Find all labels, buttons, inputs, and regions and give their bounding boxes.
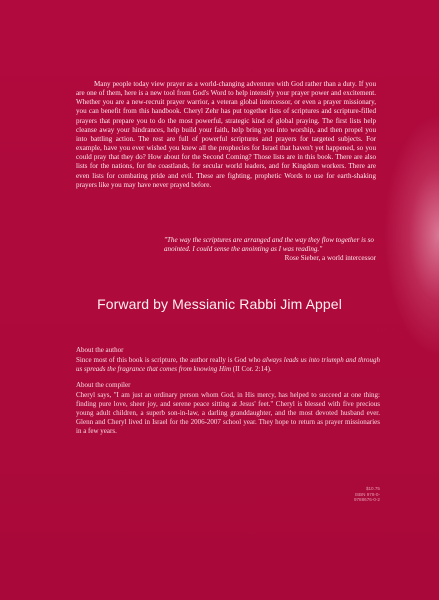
price-isbn-block — [336, 486, 380, 503]
about-author-intro: Since most of this book is scripture, the author really is God who — [76, 356, 263, 364]
isbn-label: ISBN 978-0-9788676-0-2 — [353, 491, 380, 503]
about-author-text — [76, 356, 380, 374]
about-compiler-section — [76, 381, 380, 436]
quote-text: "The way the scriptures are arranged and the way they flow together is so anointed. I could sense the anointing as I was reading." — [164, 236, 374, 254]
quote-attribution: Rose Sieber, a world intercessor — [284, 254, 376, 263]
about-author-reference: (II Cor. 2:14). — [231, 365, 272, 373]
about-compiler-text: Cheryl says, "I am just an ordinary person whom God, in His mercy, has helped to succeed at one thing: finding pure love, sheer joy, and serene peace sitting at Jesus' feet." Cheryl is blessed with five precious young adult children, a superb son-in-law, a darling granddaughter, and the most devoted husband ever. Glenn and Cheryl lived in Israel for the 2006-2007 school year. They hope to return as prayer missionaries in a few years. — [76, 391, 380, 435]
about-author-section — [76, 346, 380, 374]
endorsement-quote — [164, 236, 376, 264]
about-author-quote: always leads us into triumph and through us spreads the fragrance that comes from knowing Him — [76, 356, 380, 373]
forward-credit: Forward by Messianic Rabbi Jim Appel — [97, 296, 342, 312]
book-description: Many people today view prayer as a world-changing adventure with God rather than a duty. If you are one of them, here is a new tool from God's Word to help intensify your prayer power and excitement. Whether you are a new-recruit prayer warrior, a veteran global intercessor, or even a prayer missionary, you can benefit from this handbook. Cheryl Zehr has put together lists of scriptures and scripture-filled prayers that prepare you to do the most powerful, strategic kind of global praying. The first lists help cleanse away your hindrances, help build your faith, help bring you into worship, and then propel you into battling action. The rest are full of powerful scriptures and prayers for targeted subjects. For example, have you ever wished you knew all the prophecies for Israel that haven't yet happened, so you could pray that they do? How about for the Second Coming? Those lists are in this book. There are also lists for the nations, for the coastlands, for secular world leaders, and for Kingdom workers. There are even lists for combating pride and evil. These are fighting, prophetic Words to use for earth-shaking prayers like you may have never prayed before. — [76, 80, 376, 189]
price-label: $10.75 — [365, 486, 380, 491]
about-author-heading: About the author — [76, 346, 124, 354]
about-compiler-heading: About the compiler — [76, 381, 131, 389]
